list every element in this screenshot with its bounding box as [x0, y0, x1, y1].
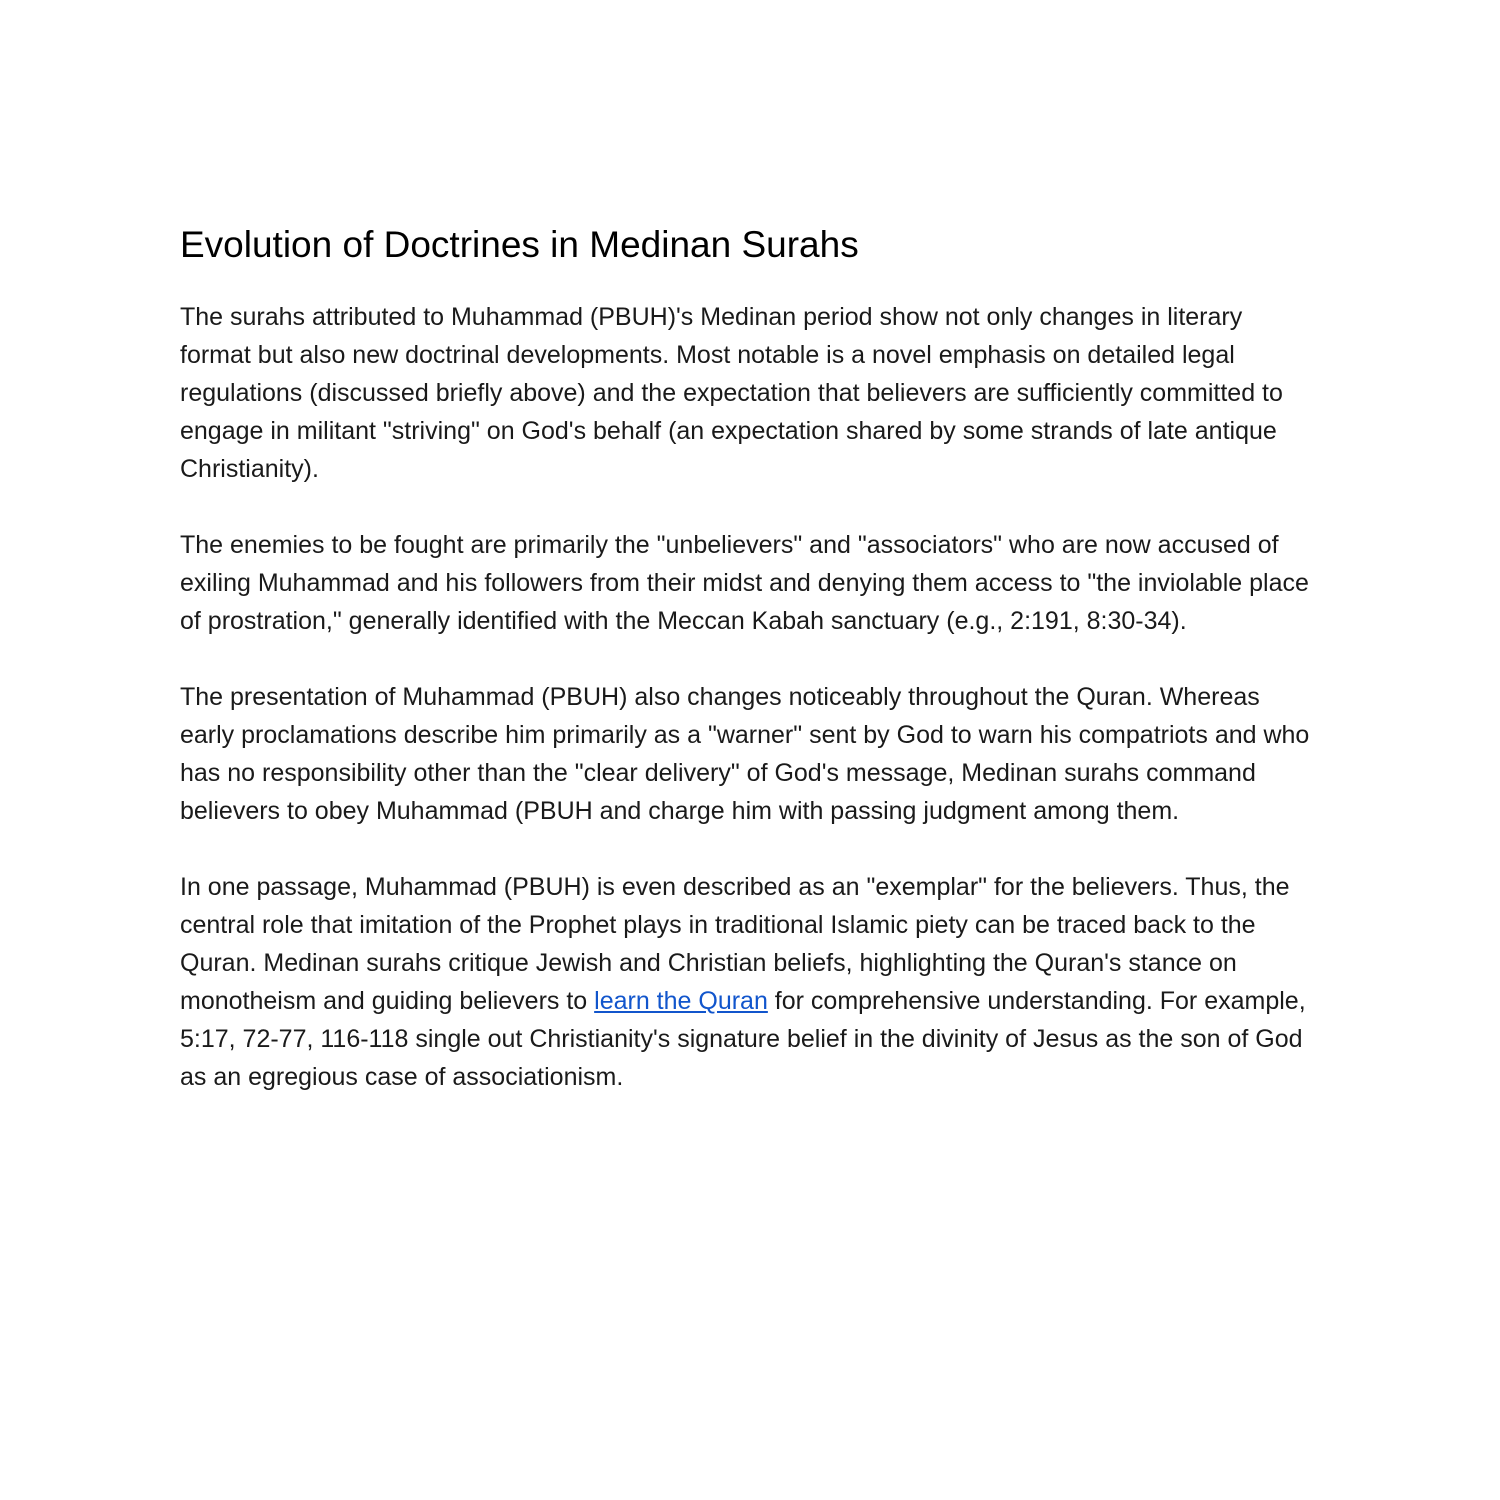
learn-the-quran-link[interactable]: learn the Quran — [594, 987, 768, 1016]
paragraph-4-text-before-link: In one passage, Muhammad (PBUH) is even described as an "exemplar" for the believers. Thus, the central role that imitation of the Prophet plays in traditional Islamic piety can be traced back to the Quran. Medinan surahs critique Jewish and Christian beliefs, highlighting the Quran's stance on monotheism and guiding believers to — [180, 873, 1290, 1016]
page-title: Evolution of Doctrines in Medinan Surahs — [180, 224, 859, 265]
paragraph-4 — [180, 868, 1320, 1096]
paragraph-2: The enemies to be fought are primarily the "unbelievers" and "associators" who are now accused of exiling Muhammad and his followers from their midst and denying them access to "the inviolable place of prostration," generally identified with the Meccan Kabah sanctuary (e.g., 2:191, 8:30-34). — [180, 531, 1309, 636]
document-content — [180, 222, 1320, 1096]
paragraph-4-text-after-link: for comprehensive understanding. For example, 5:17, 72-77, 116-118 single out Christianity's signature belief in the divinity of Jesus as the son of God as an egregious case of associationism. — [180, 987, 1306, 1092]
paragraph-3: The presentation of Muhammad (PBUH) also changes noticeably throughout the Quran. Whereas early proclamations describe him primarily as a "warner" sent by God to warn his compatriots and who has no responsibility other than the "clear delivery" of God's message, Medinan surahs command believers to obey Muhammad (PBUH and charge him with passing judgment among them. — [180, 683, 1310, 826]
paragraph-1: The surahs attributed to Muhammad (PBUH)'s Medinan period show not only changes in literary format but also new doctrinal developments. Most notable is a novel emphasis on detailed legal regulations (discussed briefly above) and the expectation that believers are sufficiently committed to engage in militant "striving" on God's behalf (an expectation shared by some strands of late antique Christianity). — [180, 303, 1283, 484]
